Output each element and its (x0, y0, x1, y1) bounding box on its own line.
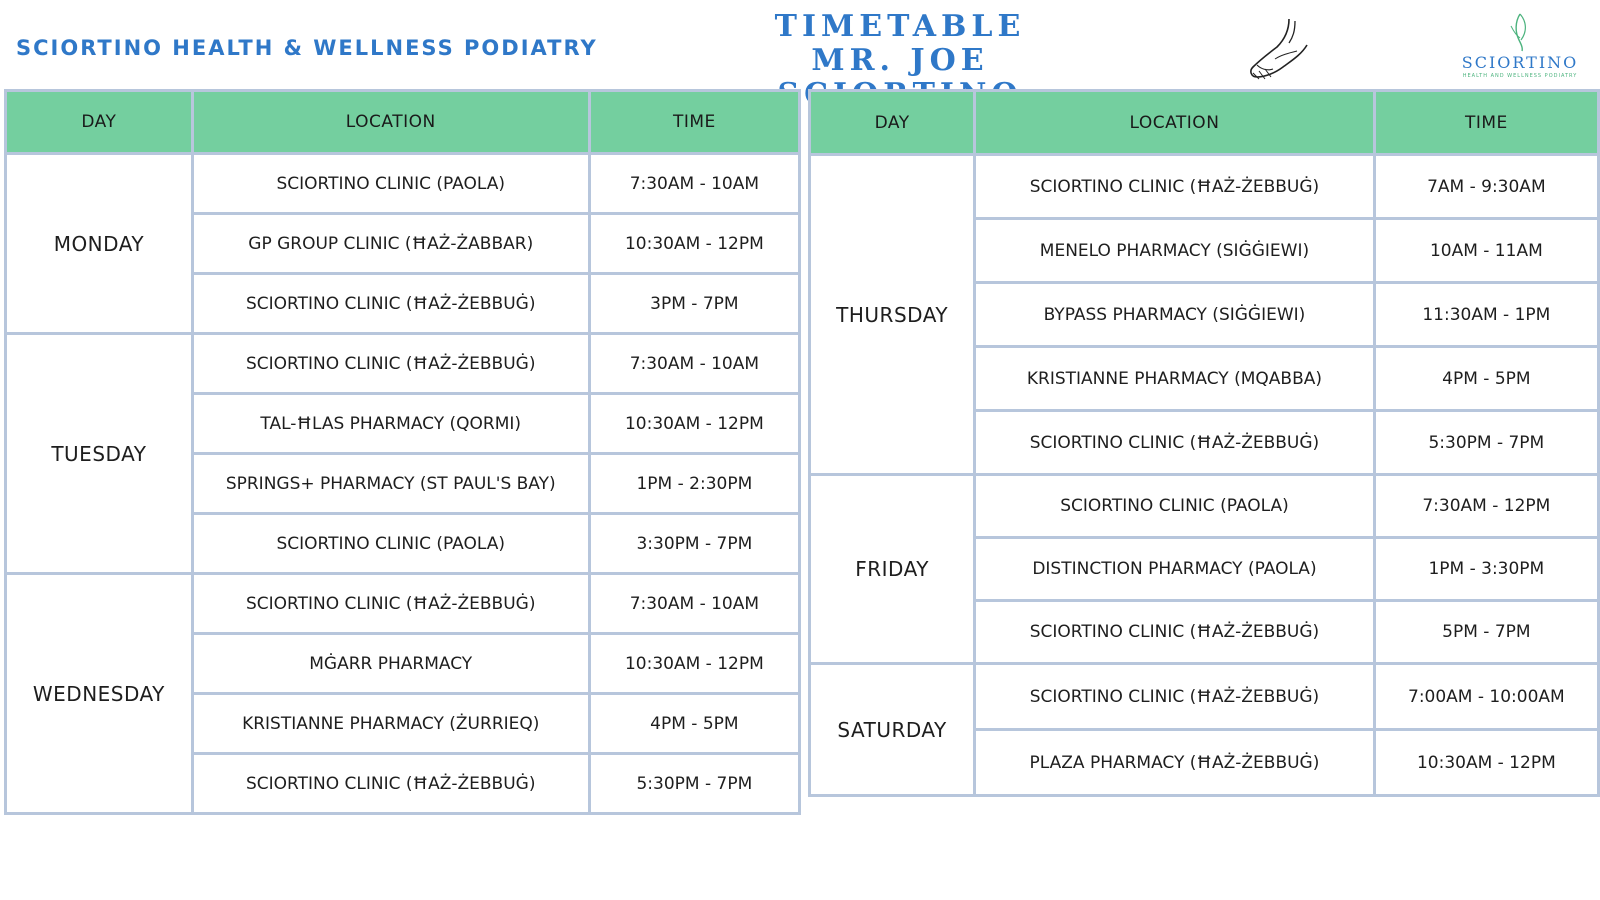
table-row (810, 475, 1599, 538)
time-cell: 11:30AM - 1PM (1374, 283, 1598, 347)
time-cell: 10:30AM - 12PM (589, 214, 799, 274)
location-cell: SCIORTINO CLINIC (PAOLA) (192, 154, 589, 214)
title-line-1: TIMETABLE (774, 9, 1026, 44)
time-cell: 10AM - 11AM (1374, 219, 1598, 283)
foot-outline-icon (1245, 15, 1315, 85)
title-line-2: MR. JOE (811, 43, 989, 78)
location-cell: SCIORTINO CLINIC (PAOLA) (192, 514, 589, 574)
time-cell: 5PM - 7PM (1374, 601, 1598, 664)
location-cell: DISTINCTION PHARMACY (PAOLA) (975, 538, 1375, 601)
day-cell-thursday: THURSDAY (810, 155, 975, 475)
time-cell: 3PM - 7PM (589, 274, 799, 334)
table-row (810, 155, 1599, 219)
day-cell-tuesday: TUESDAY (6, 334, 193, 574)
column-header-location: LOCATION (192, 91, 589, 154)
time-cell: 4PM - 5PM (589, 694, 799, 754)
time-cell: 1PM - 2:30PM (589, 454, 799, 514)
location-cell: MENELO PHARMACY (SIĠĠIEWI) (975, 219, 1375, 283)
day-cell-saturday: SATURDAY (810, 664, 975, 796)
table-row (6, 334, 800, 394)
location-cell: SCIORTINO CLINIC (ĦAŻ-ŻEBBUĠ) (975, 155, 1375, 219)
table-row (6, 574, 800, 634)
location-cell: SCIORTINO CLINIC (ĦAŻ-ŻEBBUĠ) (192, 754, 589, 814)
brand-logo (1450, 12, 1590, 79)
location-cell: BYPASS PHARMACY (SIĠĠIEWI) (975, 283, 1375, 347)
location-cell: SCIORTINO CLINIC (ĦAŻ-ŻEBBUĠ) (192, 334, 589, 394)
time-cell: 7:30AM - 10AM (589, 574, 799, 634)
time-cell: 10:30AM - 12PM (1374, 730, 1598, 796)
time-cell: 10:30AM - 12PM (589, 394, 799, 454)
time-cell: 1PM - 3:30PM (1374, 538, 1598, 601)
column-header-location: LOCATION (975, 91, 1375, 155)
location-cell: KRISTIANNE PHARMACY (ŻURRIEQ) (192, 694, 589, 754)
time-cell: 4PM - 5PM (1374, 347, 1598, 411)
column-header-time: TIME (589, 91, 799, 154)
time-cell: 7:30AM - 10AM (589, 334, 799, 394)
table-header-row (810, 91, 1599, 155)
location-cell: MĠARR PHARMACY (192, 634, 589, 694)
time-cell: 7:00AM - 10:00AM (1374, 664, 1598, 730)
location-cell: GP GROUP CLINIC (ĦAŻ-ŻABBAR) (192, 214, 589, 274)
location-cell: SPRINGS+ PHARMACY (ST PAUL'S BAY) (192, 454, 589, 514)
time-cell: 10:30AM - 12PM (589, 634, 799, 694)
location-cell: SCIORTINO CLINIC (ĦAŻ-ŻEBBUĠ) (975, 601, 1375, 664)
time-cell: 7:30AM - 10AM (589, 154, 799, 214)
day-cell-monday: MONDAY (6, 154, 193, 334)
location-cell: SCIORTINO CLINIC (ĦAŻ-ŻEBBUĠ) (975, 411, 1375, 475)
time-cell: 5:30PM - 7PM (1374, 411, 1598, 475)
location-cell: SCIORTINO CLINIC (PAOLA) (975, 475, 1375, 538)
day-cell-wednesday: WEDNESDAY (6, 574, 193, 814)
timetable-thu-sat (808, 89, 1600, 797)
day-cell-friday: FRIDAY (810, 475, 975, 664)
location-cell: SCIORTINO CLINIC (ĦAŻ-ŻEBBUĠ) (975, 664, 1375, 730)
table-row (6, 154, 800, 214)
location-cell: KRISTIANNE PHARMACY (MQABBA) (975, 347, 1375, 411)
clinic-name: SCIORTINO HEALTH & WELLNESS PODIATRY (16, 36, 598, 60)
location-cell: PLAZA PHARMACY (ĦAŻ-ŻEBBUĠ) (975, 730, 1375, 796)
location-cell: SCIORTINO CLINIC (ĦAŻ-ŻEBBUĠ) (192, 574, 589, 634)
column-header-day: DAY (810, 91, 975, 155)
location-cell: SCIORTINO CLINIC (ĦAŻ-ŻEBBUĠ) (192, 274, 589, 334)
table-header-row (6, 91, 800, 154)
brand-wordmark: SCIORTINO (1461, 53, 1579, 72)
time-cell: 3:30PM - 7PM (589, 514, 799, 574)
column-header-time: TIME (1374, 91, 1598, 155)
leaf-outline-icon (1505, 12, 1535, 52)
brand-subtext: HEALTH AND WELLNESS PODIATRY (1462, 73, 1578, 79)
location-cell: TAL-ĦLAS PHARMACY (QORMI) (192, 394, 589, 454)
column-header-day: DAY (6, 91, 193, 154)
table-row (810, 664, 1599, 730)
time-cell: 7:30AM - 12PM (1374, 475, 1598, 538)
time-cell: 5:30PM - 7PM (589, 754, 799, 814)
time-cell: 7AM - 9:30AM (1374, 155, 1598, 219)
timetable-mon-wed (4, 89, 801, 815)
